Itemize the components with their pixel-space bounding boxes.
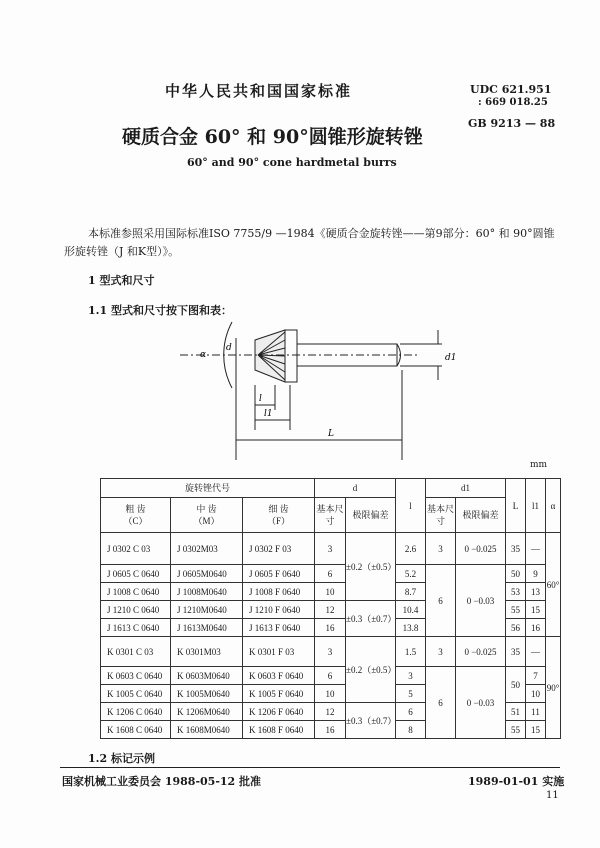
L-value: 35 xyxy=(506,637,526,667)
header-L: L xyxy=(506,479,526,533)
header-d1: d1 xyxy=(426,479,506,498)
code-medium: K 1206M0640 xyxy=(171,703,243,721)
code-coarse: K 1005 C 0640 xyxy=(101,685,171,703)
code-fine: K 1206 F 0640 xyxy=(243,703,315,721)
header-code: 旋转锉代号 xyxy=(101,479,315,498)
L-label: L xyxy=(328,429,334,439)
intro-line2: 形旋转锉（J 和K型）》。 xyxy=(64,245,180,258)
code-coarse: K 0301 C 03 xyxy=(101,637,171,667)
L-value: 51 xyxy=(506,703,526,721)
l1-value: 11 xyxy=(526,703,546,721)
code-medium: J 1210M0640 xyxy=(171,601,243,619)
l1-value: — xyxy=(526,533,546,565)
code-coarse: K 0603 C 0640 xyxy=(101,667,171,685)
d-tolerance: ±0.3（±0.7） xyxy=(346,601,396,637)
code-coarse: J 1613 C 0640 xyxy=(101,619,171,637)
section-1-2: 1.2 标记示例 xyxy=(88,752,155,765)
header-l: l xyxy=(396,479,426,533)
l-value: 1.5 xyxy=(396,637,426,667)
d1-basic: 6 xyxy=(426,667,456,739)
code-coarse: K 1206 C 0640 xyxy=(101,703,171,721)
d-tolerance: ±0.3（±0.7） xyxy=(346,703,396,739)
d-basic: 3 xyxy=(315,533,346,565)
page-number: 11 xyxy=(546,790,559,801)
header-d-tol: 极限偏差 xyxy=(346,498,396,533)
code-medium: K 0301M03 xyxy=(171,637,243,667)
l-label: l xyxy=(259,394,262,404)
l1-value: 15 xyxy=(526,721,546,739)
alpha-label: α xyxy=(200,350,207,360)
alpha-value: 60° xyxy=(546,533,561,637)
header-d1-tol: 极限偏差 xyxy=(456,498,506,533)
code-medium: K 0603M0640 xyxy=(171,667,243,685)
code-fine: J 0605 F 0640 xyxy=(243,565,315,583)
l-value: 13.8 xyxy=(396,619,426,637)
title-en: 60° and 90° cone hardmetal burrs xyxy=(187,156,397,169)
d-basic: 6 xyxy=(315,667,346,685)
l1-value: 7 xyxy=(526,667,546,685)
d-basic: 16 xyxy=(315,619,346,637)
d-basic: 12 xyxy=(315,703,346,721)
d-basic: 16 xyxy=(315,721,346,739)
header-alpha: α xyxy=(546,479,561,533)
d1-label: d1 xyxy=(445,353,457,363)
l1-value: 9 xyxy=(526,565,546,583)
table-row xyxy=(101,565,561,583)
code-coarse: J 0302 C 03 xyxy=(101,533,171,565)
code-medium: J 1613M0640 xyxy=(171,619,243,637)
l1-value: 13 xyxy=(526,583,546,601)
d-basic: 3 xyxy=(315,637,346,667)
L-value: 35 xyxy=(506,533,526,565)
l-value: 3 xyxy=(396,667,426,685)
unit: mm xyxy=(530,460,548,470)
table-row xyxy=(101,533,561,565)
L-value: 53 xyxy=(506,583,526,601)
l1-value: 10 xyxy=(526,685,546,703)
l1-value: 15 xyxy=(526,601,546,619)
code-coarse: J 0605 C 0640 xyxy=(101,565,171,583)
code-fine: K 0301 F 03 xyxy=(243,637,315,667)
L-value: 55 xyxy=(506,721,526,739)
header-d-basic: 基本尺寸 xyxy=(315,498,346,533)
header-medium: 中 齿 （M） xyxy=(171,498,243,533)
header-coarse: 粗 齿 （C） xyxy=(101,498,171,533)
code-coarse: K 1608 C 0640 xyxy=(101,721,171,739)
alpha-value: 90° xyxy=(546,637,561,739)
dimensions-table xyxy=(100,478,561,739)
d1-tolerance: 0 −0.03 xyxy=(456,565,506,637)
code-fine: K 1608 F 0640 xyxy=(243,721,315,739)
d-basic: 10 xyxy=(315,583,346,601)
gb-number: GB 9213 — 88 xyxy=(468,117,556,130)
d1-basic: 3 xyxy=(426,533,456,565)
L-value: 50 xyxy=(506,667,526,703)
l-value: 2.6 xyxy=(396,533,426,565)
d1-basic: 3 xyxy=(426,637,456,667)
d1-tolerance: 0 −0.03 xyxy=(456,667,506,739)
l-value: 5.2 xyxy=(396,565,426,583)
code-medium: K 1005M0640 xyxy=(171,685,243,703)
header-d1-basic: 基本尺寸 xyxy=(426,498,456,533)
table-row xyxy=(101,667,561,685)
l1-value: — xyxy=(526,637,546,667)
header-fine: 细 齿 （F） xyxy=(243,498,315,533)
d-basic: 12 xyxy=(315,601,346,619)
code-medium: K 1608M0640 xyxy=(171,721,243,739)
header-l1: l1 xyxy=(526,479,546,533)
code-medium: J 0605M0640 xyxy=(171,565,243,583)
title-cn: 硬质合金 60° 和 90°圆锥形旋转锉 xyxy=(122,126,423,148)
approval: 国家机械工业委员会 1988-05-12 批准 xyxy=(62,775,262,788)
L-value: 50 xyxy=(506,565,526,583)
d-tolerance: ±0.2（±0.5） xyxy=(346,637,396,703)
code-coarse: J 1008 C 0640 xyxy=(101,583,171,601)
l1-label: l1 xyxy=(264,409,273,419)
table-row xyxy=(101,637,561,667)
intro-line1: 本标准参照采用国际标准ISO 7755/9 —1984《硬质合金旋转锉——第9部分：60° 和 90°圆锥 xyxy=(88,227,555,240)
d1-basic: 6 xyxy=(426,565,456,637)
header-d: d xyxy=(315,479,396,498)
d-basic: 6 xyxy=(315,565,346,583)
d-label: d xyxy=(226,343,232,353)
code-medium: J 1008M0640 xyxy=(171,583,243,601)
l-value: 6 xyxy=(396,703,426,721)
l1-value: 16 xyxy=(526,619,546,637)
footer-divider xyxy=(60,767,560,768)
code-fine: J 1613 F 0640 xyxy=(243,619,315,637)
L-value: 56 xyxy=(506,619,526,637)
L-value: 55 xyxy=(506,601,526,619)
code-fine: J 1008 F 0640 xyxy=(243,583,315,601)
code-fine: J 0302 F 03 xyxy=(243,533,315,565)
code-fine: K 0603 F 0640 xyxy=(243,667,315,685)
l-value: 8 xyxy=(396,721,426,739)
code-fine: K 1005 F 0640 xyxy=(243,685,315,703)
d-tolerance: ±0.2（±0.5） xyxy=(346,533,396,601)
l-value: 10.4 xyxy=(396,601,426,619)
code-fine: J 1210 F 0640 xyxy=(243,601,315,619)
l-value: 5 xyxy=(396,685,426,703)
udc-code-2: : 669 018.25 xyxy=(478,97,548,108)
d1-tolerance: 0 −0.025 xyxy=(456,533,506,565)
d1-tolerance: 0 −0.025 xyxy=(456,637,506,667)
standard-type: 中华人民共和国国家标准 xyxy=(165,82,353,100)
udc-code: UDC 621.951 xyxy=(470,83,552,96)
d-basic: 10 xyxy=(315,685,346,703)
section-1: 1 型式和尺寸 xyxy=(88,274,155,287)
effective-date: 1989-01-01 实施 xyxy=(468,775,565,788)
section-1-1: 1.1 型式和尺寸按下图和表： xyxy=(88,304,232,317)
code-medium: J 0302M03 xyxy=(171,533,243,565)
code-coarse: J 1210 C 0640 xyxy=(101,601,171,619)
l-value: 8.7 xyxy=(396,583,426,601)
